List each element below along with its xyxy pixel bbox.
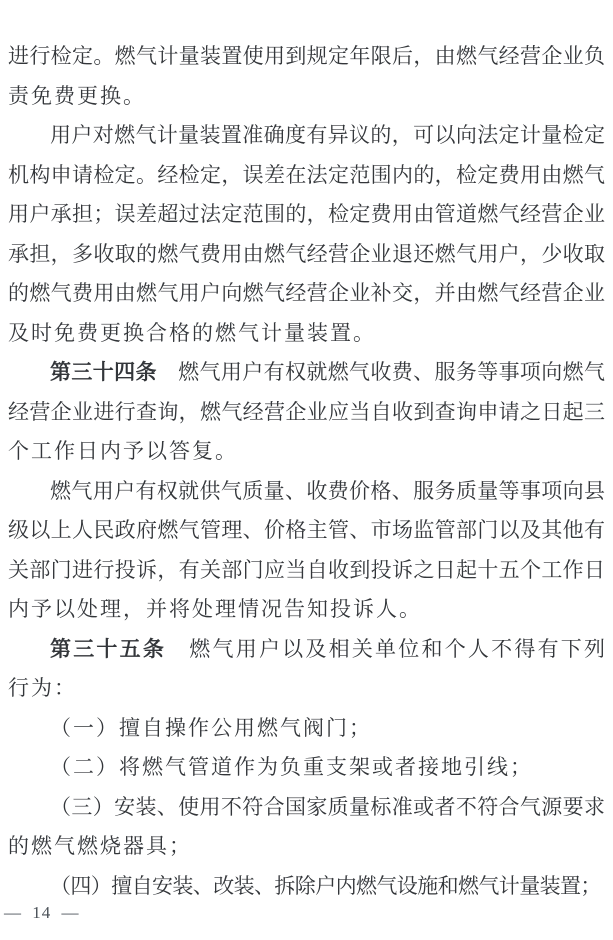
line-text: 机构申请检定。经检定，误差在法定范围内的，检定费用由燃气 (8, 162, 605, 187)
line-text: 责免费更换。 (8, 83, 146, 108)
text-line (8, 551, 605, 591)
line-text: 燃气用户有权就燃气收费、服务等事项向燃气 (156, 360, 605, 384)
text-content (8, 37, 605, 906)
line-text: 及时免费更换合格的燃气计量装置。 (8, 320, 376, 345)
text-line (8, 393, 605, 433)
line-text: （三）安装、使用不符合国家质量标准或者不符合气源要求 (50, 794, 605, 819)
line-text: 用户对燃气计量装置准确度有异议的，可以向法定计量检定 (50, 123, 605, 147)
line-text: 承担，多收取的燃气费用由燃气经营企业退还燃气用户，少收取 (8, 241, 605, 266)
text-line (8, 77, 605, 117)
line-text: 级以上人民政府燃气管理、价格主管、市场监管部门以及其他有 (8, 518, 605, 542)
article-heading: 第三十五条 (50, 636, 167, 661)
list-item (8, 867, 605, 907)
line-text: 的燃气费用由燃气用户向燃气经营企业补交，并由燃气经营企业 (8, 281, 605, 305)
text-line (8, 314, 605, 354)
line-text: 行为： (8, 676, 77, 700)
page-number: — 14 — (4, 903, 80, 922)
text-line (8, 511, 605, 551)
text-line (8, 472, 605, 512)
text-line (8, 116, 605, 156)
line-text: 的燃气燃烧器具； (8, 834, 192, 858)
line-text: 燃气用户以及相关单位和个人不得有下列 (166, 636, 605, 661)
text-line (8, 156, 605, 196)
list-item (8, 709, 605, 749)
line-text: 进行检定。燃气计量装置使用到规定年限后，由燃气经营企业负 (8, 44, 605, 68)
line-text: 燃气用户有权就供气质量、收费价格、服务质量等事项向县 (50, 478, 605, 503)
text-line (8, 37, 605, 77)
article-heading: 第三十四条 (50, 360, 157, 384)
text-line (8, 432, 605, 472)
text-line (8, 827, 605, 867)
line-text: 关部门进行投诉，有关部门应当自收到投诉之日起十五个工作日 (8, 557, 605, 582)
text-line (8, 590, 605, 630)
line-text: 内予以处理，并将处理情况告知投诉人。 (8, 597, 422, 621)
text-line (8, 630, 605, 670)
line-text: 经营企业进行查询，燃气经营企业应当自收到查询申请之日起三 (8, 399, 605, 424)
line-text: 用户承担；误差超过法定范围的，检定费用由管道燃气经营企业 (8, 202, 605, 226)
text-line (8, 353, 605, 393)
line-text: （四）擅自安装、改装、拆除户内燃气设施和燃气计量装置； (50, 873, 601, 898)
line-text: （一）擅自操作公用燃气阀门； (50, 715, 372, 740)
text-line (8, 669, 605, 709)
line-text: 个工作日内予以答复。 (8, 439, 238, 463)
list-item (8, 748, 605, 788)
text-line (8, 235, 605, 275)
text-line (8, 274, 605, 314)
list-item (8, 788, 605, 828)
line-text: （二）将燃气管道作为负重支架或者接地引线； (50, 755, 533, 779)
text-line (8, 195, 605, 235)
